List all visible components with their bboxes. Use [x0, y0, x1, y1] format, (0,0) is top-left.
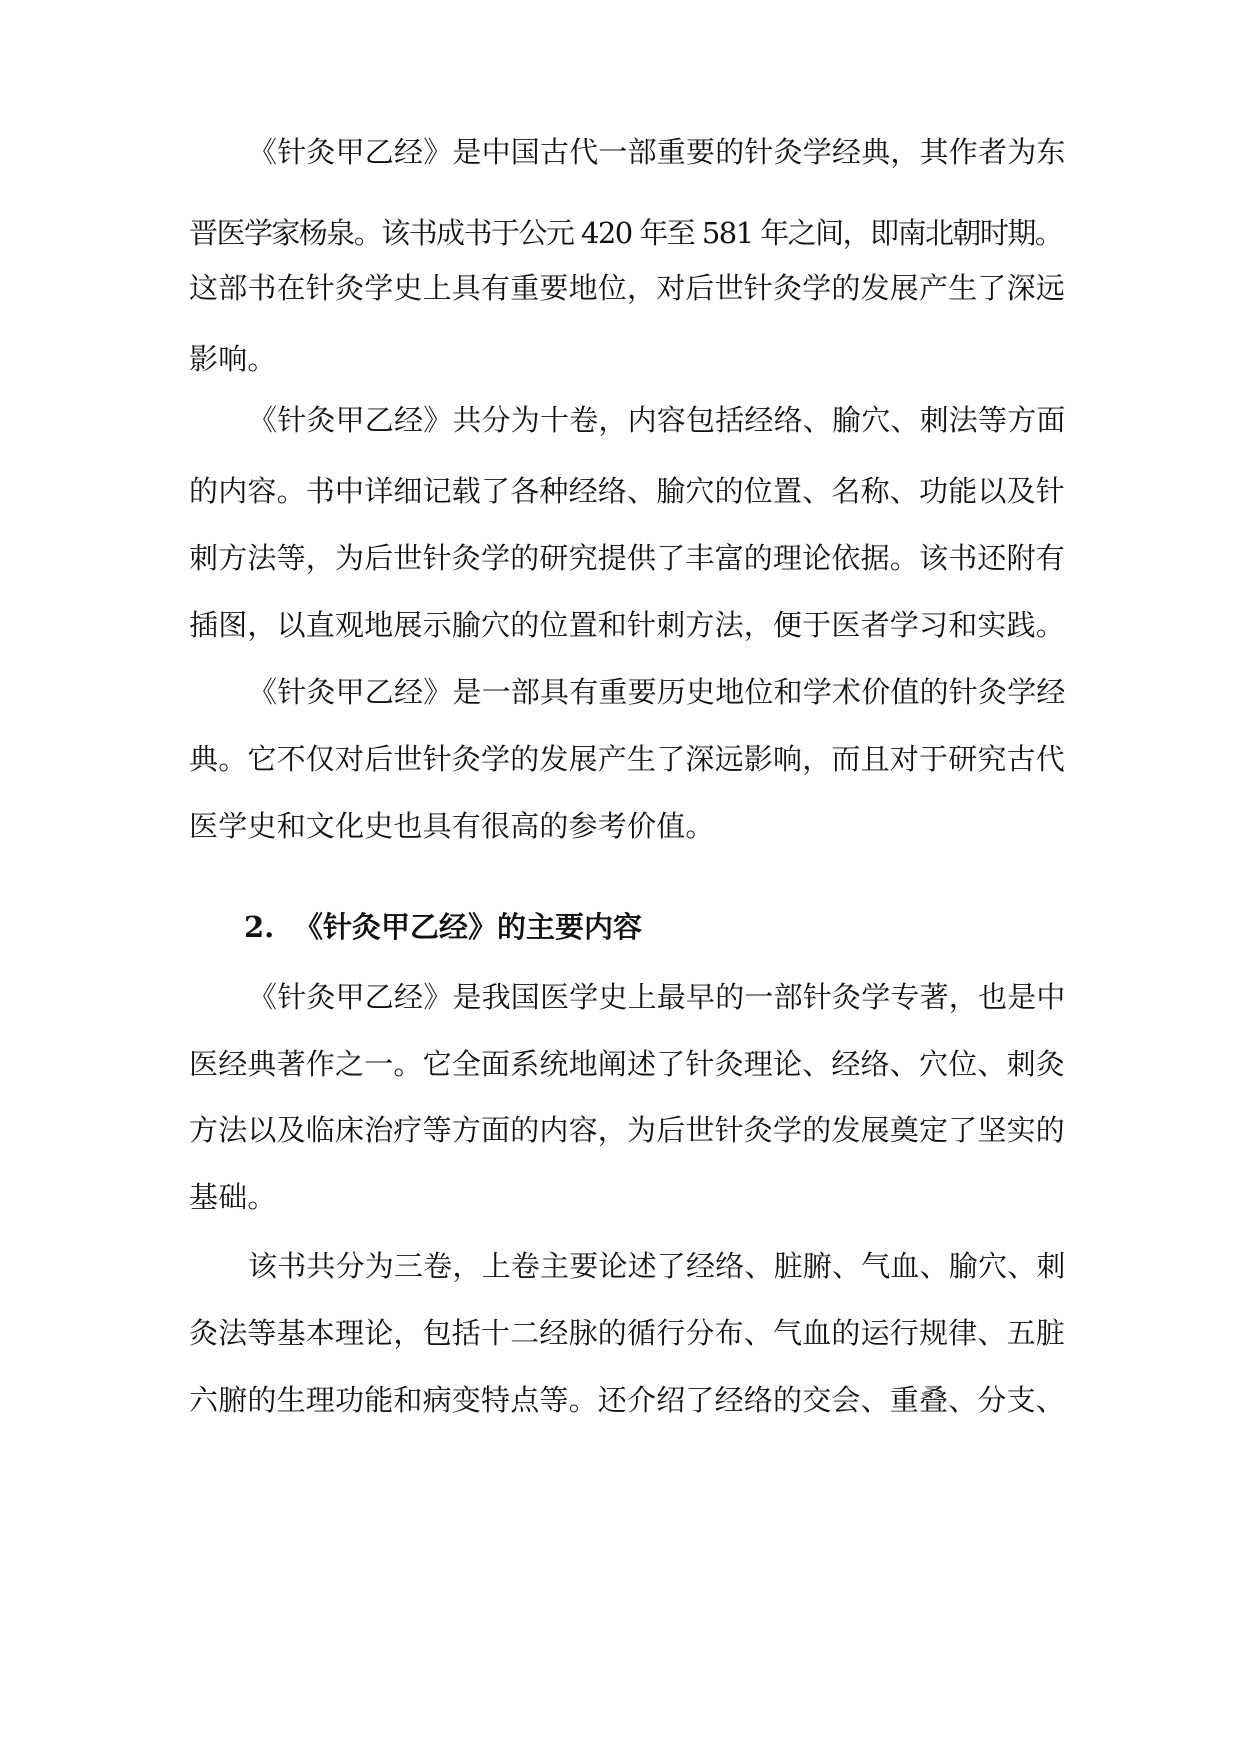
paragraph-1-line-1: 《针灸甲乙经》是中国古代一部重要的针灸学经典，其作者为东: [248, 135, 1066, 169]
paragraph-2-line-2: 的内容。书中详细记载了各种经络、腧穴的位置、名称、功能以及针: [189, 474, 1066, 508]
paragraph-2-line-1: 《针灸甲乙经》共分为十卷，内容包括经络、腧穴、刺法等方面: [248, 403, 1066, 437]
section-paragraph-1-line-2: 医经典著作之一。它全面系统地阐述了针灸理论、经络、穴位、刺灸: [189, 1047, 1066, 1081]
paragraph-1-line-3: 这部书在针灸学史上具有重要地位，对后世针灸学的发展产生了深远: [189, 271, 1066, 305]
section-paragraph-1-line-4: 基础。: [189, 1180, 277, 1214]
section-paragraph-2-line-1: 该书共分为三卷，上卷主要论述了经络、脏腑、气血、腧穴、刺: [248, 1249, 1066, 1283]
section-paragraph-1-line-1: 《针灸甲乙经》是我国医学史上最早的一部针灸学专著，也是中: [248, 980, 1066, 1014]
paragraph-1-line-4: 影响。: [189, 342, 277, 376]
section-paragraph-2-line-2: 灸法等基本理论，包括十二经脉的循行分布、气血的运行规律、五脏: [189, 1316, 1066, 1350]
section-paragraph-2-line-3: 六腑的生理功能和病变特点等。还介绍了经络的交会、重叠、分支、: [189, 1383, 1066, 1417]
paragraph-2-line-4: 插图，以直观地展示腧穴的位置和针刺方法，便于医者学习和实践。: [189, 608, 1066, 642]
section-paragraph-1-line-3: 方法以及临床治疗等方面的内容，为后世针灸学的发展奠定了坚实的: [189, 1113, 1066, 1147]
paragraph-3-line-1: 《针灸甲乙经》是一部具有重要历史地位和学术价值的针灸学经: [248, 675, 1066, 709]
section-title: 《针灸甲乙经》的主要内容: [294, 910, 643, 944]
paragraph-3-line-2: 典。它不仅对后世针灸学的发展产生了深远影响，而且对于研究古代: [189, 742, 1066, 776]
paragraph-1-line-2: 晋医学家杨泉。该书成书于公元 420 年至 581 年之间，即南北朝时期。: [189, 216, 1063, 250]
section-heading: [244, 907, 642, 947]
paragraph-2-line-3: 刺方法等，为后世针灸学的研究提供了丰富的理论依据。该书还附有: [189, 541, 1066, 575]
paragraph-3-line-3: 医学史和文化史也具有很高的参考价值。: [189, 809, 715, 843]
section-number: 2.: [244, 910, 275, 944]
